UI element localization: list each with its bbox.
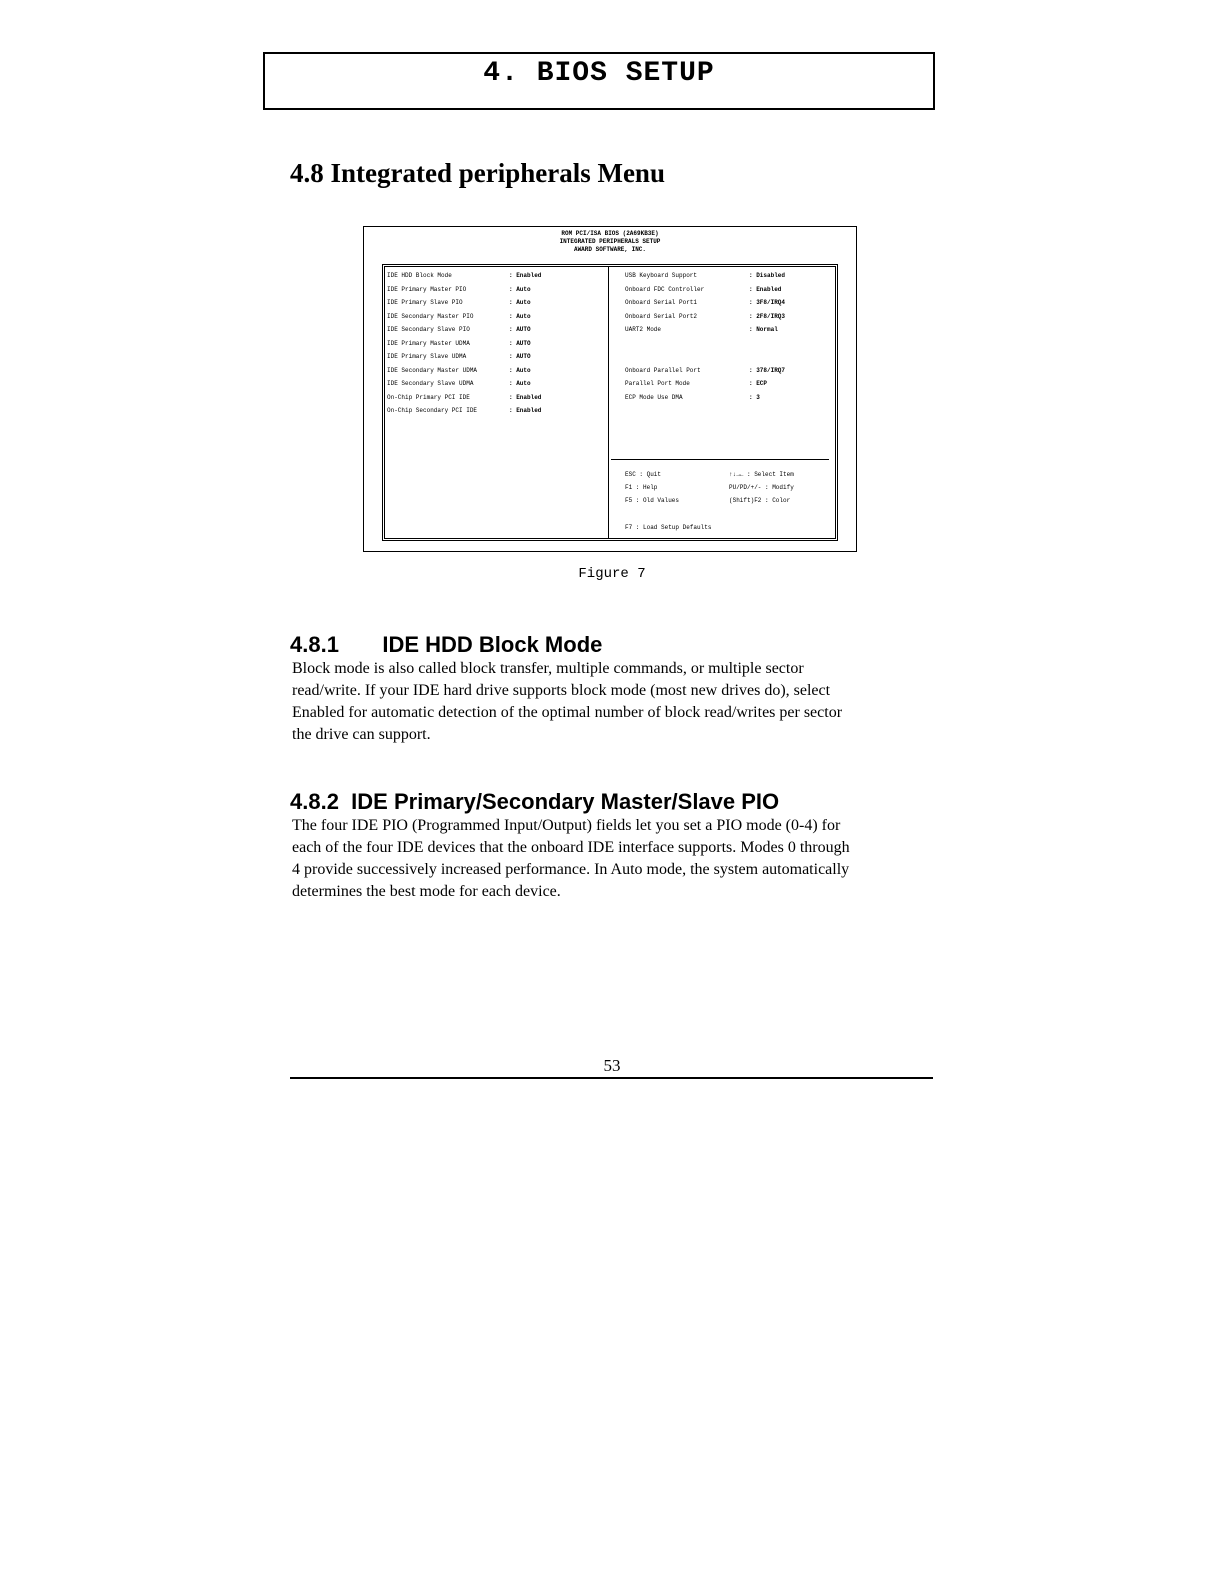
bios-header-line: AWARD SOFTWARE, INC. bbox=[573, 246, 646, 253]
bios-right-column bbox=[611, 269, 839, 404]
spacer bbox=[611, 337, 839, 364]
setting-value: : Auto bbox=[509, 312, 531, 320]
key-help-text: PU/PD/+/- : Modify bbox=[729, 484, 794, 491]
bios-setting-row[interactable] bbox=[385, 296, 608, 310]
bios-setting-row[interactable] bbox=[611, 391, 839, 405]
paragraph-line: The four IDE PIO (Programmed Input/Output) fields let you set a PIO mode (0-4) for bbox=[292, 817, 841, 834]
bios-column-divider bbox=[608, 267, 609, 538]
bios-setting-row[interactable] bbox=[611, 364, 839, 378]
key-help-text: ↑↓→← : Select Item bbox=[729, 471, 794, 478]
key-help-panel bbox=[625, 468, 835, 534]
setting-label: IDE Primary Master PIO bbox=[387, 285, 467, 293]
setting-label: On-Chip Secondary PCI IDE bbox=[387, 407, 478, 414]
key-help-text: (Shift)F2 : Color bbox=[729, 497, 791, 504]
setting-value: : Enabled bbox=[509, 407, 542, 414]
bios-setting-row[interactable] bbox=[385, 391, 608, 405]
setting-value: : 378/IRQ7 bbox=[749, 366, 786, 374]
bios-setting-row[interactable] bbox=[385, 350, 608, 364]
setting-label: IDE Secondary Master UDMA bbox=[387, 366, 478, 374]
bios-setting-row[interactable] bbox=[611, 377, 839, 391]
chapter-header-box bbox=[263, 52, 935, 110]
key-help-row bbox=[625, 481, 835, 494]
bios-setting-row[interactable] bbox=[385, 283, 608, 297]
chapter-title: 4. BIOS SETUP bbox=[483, 58, 715, 89]
setting-value: : ECP bbox=[749, 380, 768, 387]
setting-label: Parallel Port Mode bbox=[625, 380, 690, 387]
setting-value: : Enabled bbox=[509, 272, 542, 279]
setting-value: : Auto bbox=[509, 299, 531, 306]
bios-setting-row[interactable] bbox=[385, 310, 608, 324]
bios-header bbox=[364, 230, 856, 254]
setting-label: IDE Secondary Slave PIO bbox=[387, 326, 470, 333]
setting-value: : 3F8/IRQ4 bbox=[749, 299, 786, 306]
setting-label: On-Chip Primary PCI IDE bbox=[387, 393, 470, 401]
bios-setting-row[interactable] bbox=[385, 364, 608, 378]
paragraph-line: the drive can support. bbox=[292, 726, 431, 743]
setting-value: : Normal bbox=[749, 326, 778, 333]
setting-label: Onboard FDC Controller bbox=[625, 285, 705, 293]
setting-label: USB Keyboard Support bbox=[625, 272, 698, 279]
paragraph-line: each of the four IDE devices that the onboard IDE interface supports. Modes 0 through bbox=[292, 839, 850, 856]
section-title: 4.8 Integrated peripherals Menu bbox=[290, 158, 665, 188]
figure-caption: Figure 7 bbox=[578, 566, 646, 582]
subsection-heading bbox=[290, 789, 779, 815]
subsection-title: IDE Primary/Secondary Master/Slave PIO bbox=[351, 789, 780, 814]
paragraph-line: read/write. If your IDE hard drive supports block mode (most new drives do), select bbox=[292, 682, 831, 699]
setting-label: Onboard Parallel Port bbox=[625, 366, 701, 374]
setting-value: : Disabled bbox=[749, 272, 786, 279]
bios-setting-row[interactable] bbox=[385, 269, 608, 283]
setting-label: Onboard Serial Port1 bbox=[625, 299, 698, 306]
paragraph-line: determines the best mode for each device. bbox=[292, 883, 561, 900]
setting-value: : AUTO bbox=[509, 353, 531, 360]
paragraph-line: Enabled for automatic detection of the optimal number of block read/writes per sector bbox=[292, 704, 843, 721]
setting-label: UART2 Mode bbox=[625, 326, 662, 333]
bios-setting-row[interactable] bbox=[611, 323, 839, 337]
bios-header-line: INTEGRATED PERIPHERALS SETUP bbox=[559, 238, 661, 245]
setting-label: Onboard Serial Port2 bbox=[625, 312, 698, 320]
bios-setting-row[interactable] bbox=[385, 337, 608, 351]
key-help-row bbox=[625, 494, 835, 507]
setting-label: IDE Secondary Master PIO bbox=[387, 312, 474, 320]
key-help-text: F1 : Help bbox=[625, 484, 658, 491]
setting-value: : Enabled bbox=[509, 393, 542, 401]
page-number: 53 bbox=[603, 1056, 621, 1075]
bios-setting-row[interactable] bbox=[385, 323, 608, 337]
paragraph-block-mode bbox=[292, 658, 932, 746]
bios-setting-row[interactable] bbox=[611, 283, 839, 297]
subsection-title: IDE HDD Block Mode bbox=[382, 632, 603, 657]
key-help-text: F7 : Load Setup Defaults bbox=[625, 524, 712, 531]
setting-value: : AUTO bbox=[509, 326, 531, 333]
bios-menu-frame bbox=[382, 264, 838, 541]
bios-setting-row[interactable] bbox=[611, 296, 839, 310]
bios-setting-row[interactable] bbox=[385, 404, 608, 418]
setting-value: : 2F8/IRQ3 bbox=[749, 312, 786, 320]
bios-left-column bbox=[385, 269, 608, 418]
setting-value: : AUTO bbox=[509, 339, 531, 347]
key-help-row bbox=[625, 521, 835, 534]
paragraph-pio bbox=[292, 815, 932, 903]
bios-header-line: ROM PCI/ISA BIOS (2A69KB3E) bbox=[561, 230, 659, 237]
setting-label: IDE Secondary Slave UDMA bbox=[387, 380, 474, 387]
subsection-heading bbox=[290, 632, 602, 658]
bios-setting-row[interactable] bbox=[611, 269, 839, 283]
key-help-row bbox=[625, 468, 835, 481]
setting-value: : Auto bbox=[509, 285, 531, 293]
setting-label: ECP Mode Use DMA bbox=[625, 393, 683, 401]
bios-setting-row[interactable] bbox=[611, 310, 839, 324]
setting-value: : Enabled bbox=[749, 285, 782, 293]
setting-label: IDE Primary Slave UDMA bbox=[387, 353, 467, 360]
key-help-divider bbox=[611, 459, 829, 460]
setting-label: IDE Primary Slave PIO bbox=[387, 299, 463, 306]
bios-screen-figure bbox=[363, 226, 857, 552]
key-help-text: F5 : Old Values bbox=[625, 497, 680, 504]
setting-value: : Auto bbox=[509, 380, 531, 387]
paragraph-line: Block mode is also called block transfer, multiple commands, or multiple sector bbox=[292, 660, 804, 677]
paragraph-line: 4 provide successively increased performance. In Auto mode, the system automatically bbox=[292, 861, 850, 878]
subsection-number: 4.8.2 bbox=[290, 789, 339, 814]
setting-value: : Auto bbox=[509, 366, 531, 374]
key-help-text: ESC : Quit bbox=[625, 471, 662, 478]
setting-label: IDE Primary Master UDMA bbox=[387, 339, 470, 347]
bios-setting-row[interactable] bbox=[385, 377, 608, 391]
footer-rule bbox=[290, 1077, 933, 1079]
subsection-number: 4.8.1 bbox=[290, 632, 339, 657]
setting-label: IDE HDD Block Mode bbox=[387, 272, 452, 279]
setting-value: : 3 bbox=[749, 393, 760, 401]
